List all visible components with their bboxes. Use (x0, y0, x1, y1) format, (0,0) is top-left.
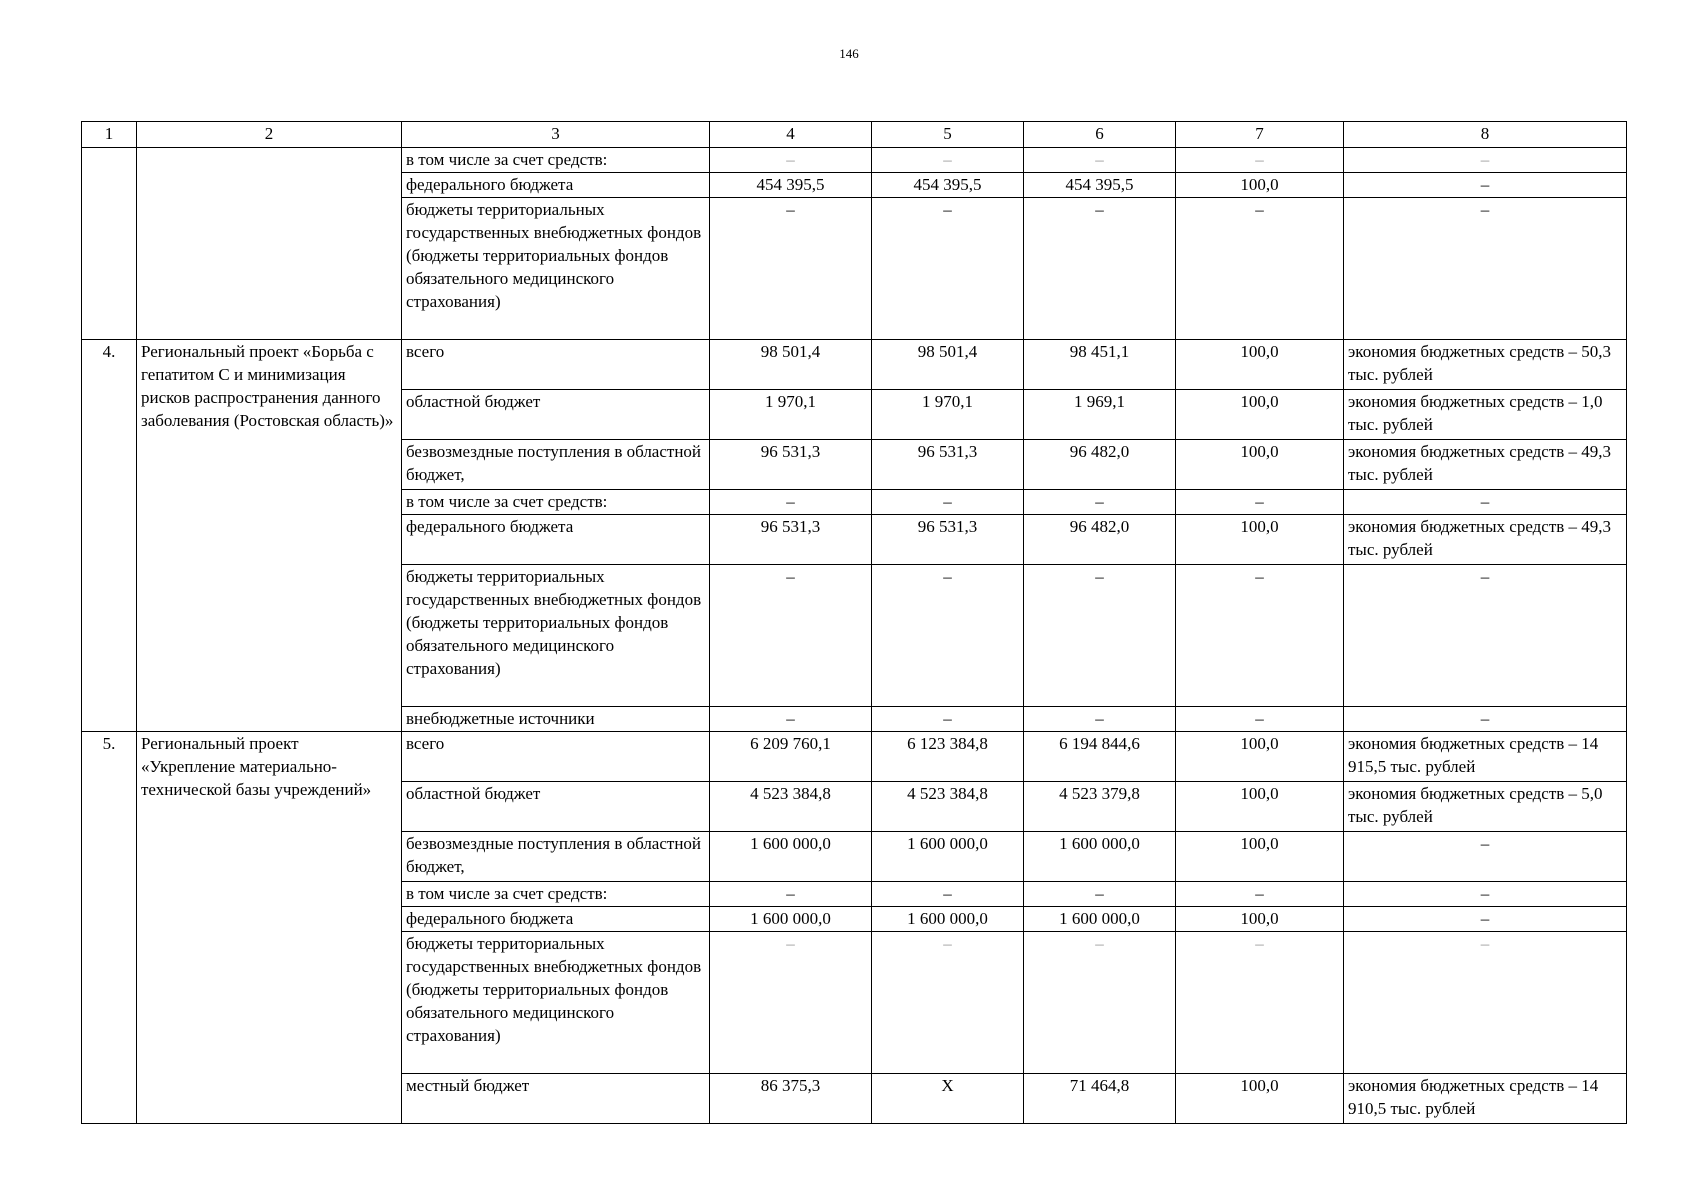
value-cell-c6: – (1024, 707, 1176, 732)
value-cell-c7: 100,0 (1176, 390, 1344, 440)
funding-source: в том числе за счет средств: (402, 882, 710, 907)
project-name (137, 148, 402, 340)
project-name: Региональный проект «Борьба с гепатитом С и минимизация рисков распространения данного заболевания (Ростовская область)» (137, 340, 402, 732)
value-cell-c7: – (1176, 882, 1344, 907)
value-cell-c4: 1 600 000,0 (710, 907, 872, 932)
funding-source: безвозмездные поступления в областной бюджет, (402, 832, 710, 882)
value-cell-c4: – (710, 882, 872, 907)
note-cell: экономия бюджетных средств – 5,0 тыс. рублей (1344, 782, 1627, 832)
note-cell: экономия бюджетных средств – 14 910,5 тыс. рублей (1344, 1074, 1627, 1124)
value-cell-c7: 100,0 (1176, 440, 1344, 490)
value-cell-c6: – (1024, 565, 1176, 707)
value-cell-c7: 100,0 (1176, 907, 1344, 932)
note-cell: – (1344, 882, 1627, 907)
column-number-row (82, 122, 1627, 148)
value-cell-c4: 1 600 000,0 (710, 832, 872, 882)
funding-source: федерального бюджета (402, 173, 710, 198)
column-header: 2 (137, 122, 402, 148)
column-header: 5 (872, 122, 1024, 148)
table-body (82, 148, 1627, 1124)
value-cell-c4: – (710, 932, 872, 1074)
column-header: 4 (710, 122, 872, 148)
note-cell: – (1344, 907, 1627, 932)
column-header: 1 (82, 122, 137, 148)
project-number: 5. (82, 732, 137, 1124)
note-cell: – (1344, 707, 1627, 732)
funding-source: бюджеты территориальных государственных внебюджетных фондов (бюджеты территориальных фондов обязательного медицинского страхования) (402, 932, 710, 1074)
value-cell-c4: – (710, 707, 872, 732)
value-cell-c7: – (1176, 490, 1344, 515)
value-cell-c6: 1 969,1 (1024, 390, 1176, 440)
table-row (82, 148, 1627, 173)
value-cell-c6: 96 482,0 (1024, 515, 1176, 565)
value-cell-c5: – (872, 148, 1024, 173)
value-cell-c5: 98 501,4 (872, 340, 1024, 390)
value-cell-c6: 1 600 000,0 (1024, 907, 1176, 932)
value-cell-c5: – (872, 490, 1024, 515)
note-cell: экономия бюджетных средств – 14 915,5 тыс. рублей (1344, 732, 1627, 782)
value-cell-c4: 6 209 760,1 (710, 732, 872, 782)
value-cell-c7: 100,0 (1176, 340, 1344, 390)
funding-source: областной бюджет (402, 390, 710, 440)
value-cell-c6: 98 451,1 (1024, 340, 1176, 390)
column-header: 7 (1176, 122, 1344, 148)
value-cell-c4: 4 523 384,8 (710, 782, 872, 832)
value-cell-c4: – (710, 565, 872, 707)
value-cell-c7: 100,0 (1176, 832, 1344, 882)
value-cell-c5: 1 600 000,0 (872, 832, 1024, 882)
value-cell-c4: 1 970,1 (710, 390, 872, 440)
value-cell-c5: 4 523 384,8 (872, 782, 1024, 832)
budget-table (81, 121, 1627, 1124)
page-number: 146 (839, 46, 859, 61)
value-cell-c6: – (1024, 490, 1176, 515)
value-cell-c5: – (872, 565, 1024, 707)
note-cell: экономия бюджетных средств – 49,3 тыс. рублей (1344, 515, 1627, 565)
project-number: 4. (82, 340, 137, 732)
value-cell-c5: – (872, 707, 1024, 732)
note-cell: – (1344, 565, 1627, 707)
note-cell: экономия бюджетных средств – 49,3 тыс. рублей (1344, 440, 1627, 490)
value-cell-c6: – (1024, 148, 1176, 173)
value-cell-c6: 96 482,0 (1024, 440, 1176, 490)
column-header: 8 (1344, 122, 1627, 148)
value-cell-c7: 100,0 (1176, 1074, 1344, 1124)
value-cell-c4: – (710, 490, 872, 515)
funding-source: безвозмездные поступления в областной бюджет, (402, 440, 710, 490)
value-cell-c6: 454 395,5 (1024, 173, 1176, 198)
value-cell-c7: – (1176, 198, 1344, 340)
value-cell-c6: – (1024, 932, 1176, 1074)
value-cell-c7: 100,0 (1176, 732, 1344, 782)
value-cell-c6: 1 600 000,0 (1024, 832, 1176, 882)
value-cell-c4: 86 375,3 (710, 1074, 872, 1124)
note-cell: экономия бюджетных средств – 1,0 тыс. рублей (1344, 390, 1627, 440)
note-cell: – (1344, 173, 1627, 198)
note-cell: – (1344, 832, 1627, 882)
value-cell-c7: 100,0 (1176, 173, 1344, 198)
column-header: 6 (1024, 122, 1176, 148)
value-cell-c6: – (1024, 882, 1176, 907)
value-cell-c6: 71 464,8 (1024, 1074, 1176, 1124)
value-cell-c6: 6 194 844,6 (1024, 732, 1176, 782)
funding-source: областной бюджет (402, 782, 710, 832)
value-cell-c6: 4 523 379,8 (1024, 782, 1176, 832)
note-cell: – (1344, 932, 1627, 1074)
value-cell-c7: – (1176, 565, 1344, 707)
funding-source: в том числе за счет средств: (402, 148, 710, 173)
value-cell-c5: – (872, 198, 1024, 340)
value-cell-c4: 96 531,3 (710, 515, 872, 565)
value-cell-c5: – (872, 932, 1024, 1074)
value-cell-c7: – (1176, 932, 1344, 1074)
value-cell-c4: 98 501,4 (710, 340, 872, 390)
funding-source: в том числе за счет средств: (402, 490, 710, 515)
note-cell: – (1344, 490, 1627, 515)
value-cell-c7: – (1176, 707, 1344, 732)
value-cell-c4: – (710, 198, 872, 340)
value-cell-c5: X (872, 1074, 1024, 1124)
table-row (82, 732, 1627, 782)
value-cell-c4: 96 531,3 (710, 440, 872, 490)
value-cell-c6: – (1024, 198, 1176, 340)
value-cell-c7: 100,0 (1176, 782, 1344, 832)
value-cell-c4: – (710, 148, 872, 173)
note-cell: экономия бюджетных средств – 50,3 тыс. рублей (1344, 340, 1627, 390)
project-number (82, 148, 137, 340)
project-name: Региональный проект «Укрепление материально-технической базы учреждений» (137, 732, 402, 1124)
column-header: 3 (402, 122, 710, 148)
table-row (82, 340, 1627, 390)
funding-source: всего (402, 732, 710, 782)
funding-source: бюджеты территориальных государственных внебюджетных фондов (бюджеты территориальных фондов обязательного медицинского страхования) (402, 565, 710, 707)
funding-source: федерального бюджета (402, 907, 710, 932)
note-cell: – (1344, 198, 1627, 340)
value-cell-c5: 96 531,3 (872, 440, 1024, 490)
value-cell-c5: 6 123 384,8 (872, 732, 1024, 782)
note-cell: – (1344, 148, 1627, 173)
funding-source: местный бюджет (402, 1074, 710, 1124)
value-cell-c4: 454 395,5 (710, 173, 872, 198)
value-cell-c5: – (872, 882, 1024, 907)
funding-source: федерального бюджета (402, 515, 710, 565)
funding-source: внебюджетные источники (402, 707, 710, 732)
funding-source: всего (402, 340, 710, 390)
funding-source: бюджеты территориальных государственных внебюджетных фондов (бюджеты территориальных фондов обязательного медицинского страхования) (402, 198, 710, 340)
value-cell-c7: 100,0 (1176, 515, 1344, 565)
value-cell-c5: 454 395,5 (872, 173, 1024, 198)
value-cell-c5: 1 970,1 (872, 390, 1024, 440)
value-cell-c5: 96 531,3 (872, 515, 1024, 565)
value-cell-c7: – (1176, 148, 1344, 173)
value-cell-c5: 1 600 000,0 (872, 907, 1024, 932)
